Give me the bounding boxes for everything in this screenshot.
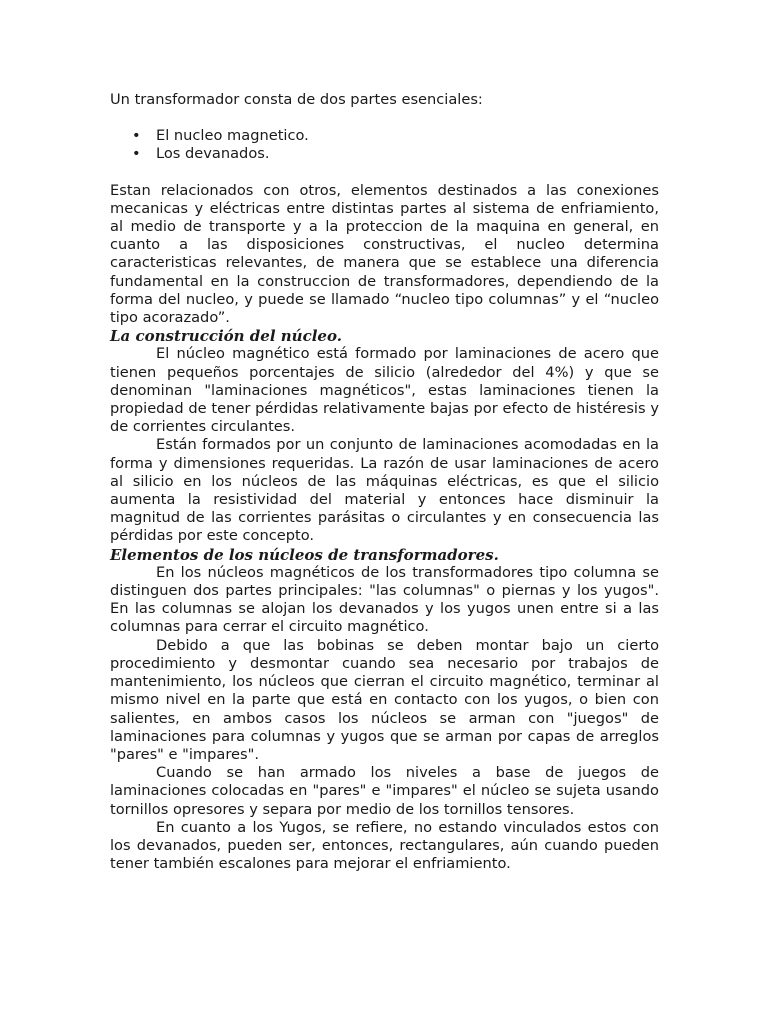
intro-text: Un transformador consta de dos partes esenciales: xyxy=(110,91,483,108)
paragraph: En los núcleos magnéticos de los transformadores tipo columna se distinguen dos partes principales: "las columnas" o piernas y los yugos". En las columnas se alojan los devanados y los yugos unen entre si a las columnas para cerrar el circuito magnético. xyxy=(110,563,659,636)
paragraph-general: Estan relacionados con otros, elementos destinados a las conexiones mecanicas y eléctricas entre distintas partes al sistema de enfriamiento, al medio de transporte y a la proteccion de la maquina en general, en cuanto a las disposiciones constructivas, el nucleo determina caracteristicas relevantes, de manera que se establece una diferencia fundamental en la construccion de transformadores, dependiendo de la forma del nucleo, y puede se llamado “nucleo tipo columnas” y el “nucleo tipo acorazado”. xyxy=(110,181,659,327)
list-item xyxy=(132,127,659,145)
section-heading-construccion: La construcción del núcleo. xyxy=(110,327,342,346)
bullet-icon: • xyxy=(132,127,141,145)
parts-list xyxy=(110,127,659,163)
list-item-text: El nucleo magnetico. xyxy=(156,127,309,145)
paragraph: El núcleo magnético está formado por laminaciones de acero que tienen pequeños porcentajes de silicio (alrededor del 4%) y que se denominan "laminaciones magnéticos", estas laminaciones tienen la propiedad de tener pérdidas relativamente bajas por efecto de histéresis y de corrientes circulantes. xyxy=(110,345,659,436)
paragraph: Están formados por un conjunto de laminaciones acomodadas en la forma y dimensiones requeridas. La razón de usar laminaciones de acero al silicio en los núcleos de las máquinas eléctricas, es que el silicio aumenta la resistividad del material y entonces hace disminuir la magnitud de las corrientes parásitas o circulantes y en consecuencia las pérdidas por este concepto. xyxy=(110,436,659,545)
document-page xyxy=(110,91,659,873)
section-heading-elementos: Elementos de los núcleos de transformadores. xyxy=(110,545,499,564)
bullet-icon: • xyxy=(132,145,141,163)
paragraph: Cuando se han armado los niveles a base de juegos de laminaciones colocadas en "pares" e "impares" el núcleo se sujeta usando tornillos opresores y separa por medio de los tornillos tensores. xyxy=(110,764,659,818)
list-item-text: Los devanados. xyxy=(156,145,270,163)
list-item xyxy=(132,145,659,163)
paragraph: Debido a que las bobinas se deben montar bajo un cierto procedimiento y desmontar cuando sea necesario por trabajos de mantenimiento, los núcleos que cierran el circuito magnético, terminar al mismo nivel en la parte que está en contacto con los yugos, o bien con salientes, en ambos casos los núcleos se arman con "juegos" de laminaciones para columnas y yugos que se arman por capas de arreglos "pares" e "impares". xyxy=(110,636,659,763)
paragraph: En cuanto a los Yugos, se refiere, no estando vinculados estos con los devanados, pueden ser, entonces, rectangulares, aún cuando pueden tener también escalones para mejorar el enfriamiento. xyxy=(110,818,659,873)
